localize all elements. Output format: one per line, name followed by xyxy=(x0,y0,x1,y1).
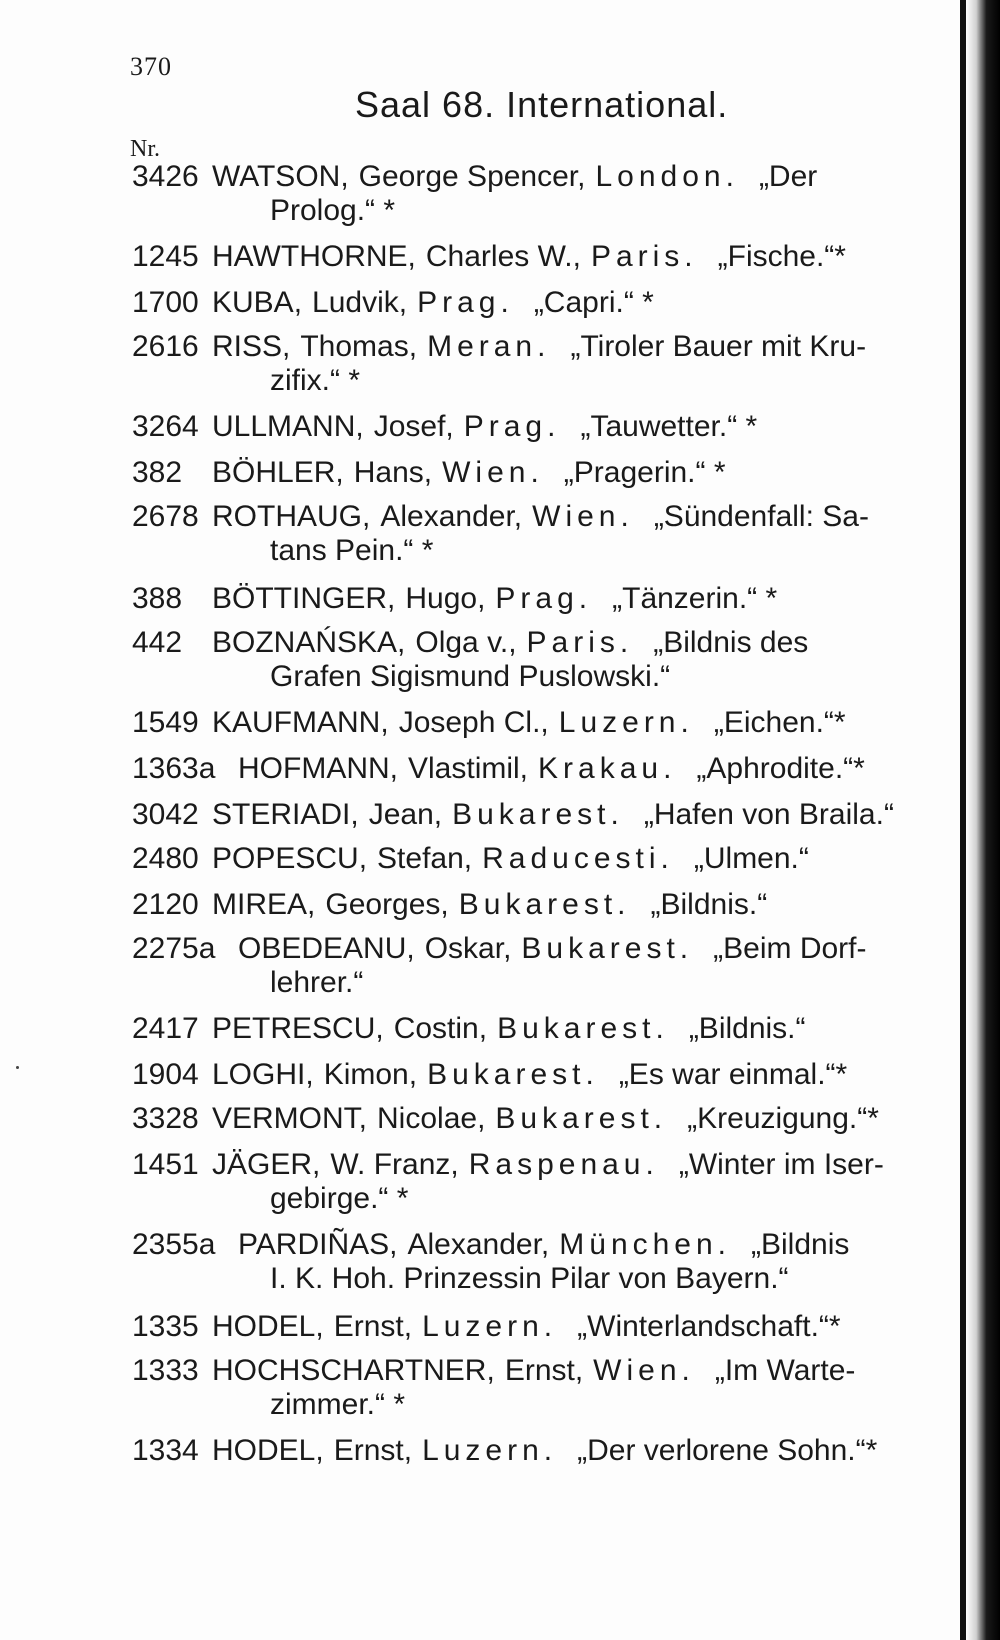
entry-artist-given-name: W. Franz, xyxy=(330,1148,459,1181)
entry-artist-given-name: Oskar, xyxy=(424,932,512,965)
entry-title-continuation: gebirge.“ * xyxy=(270,1182,409,1215)
entry-city: Luzern. xyxy=(422,1434,558,1467)
entry-line xyxy=(212,706,846,740)
entry-number: 388 xyxy=(132,582,183,615)
entry-city: Prag. xyxy=(463,410,561,443)
entry-artist-given-name: Nicolae, xyxy=(377,1102,486,1135)
entry-line xyxy=(212,240,846,274)
entry-artist-surname: BÖHLER, xyxy=(212,456,344,489)
entry-title: „Tiroler Bauer mit Kru- xyxy=(570,330,867,363)
entry-city: Bukarest. xyxy=(427,1058,599,1091)
entry-line xyxy=(212,286,654,320)
entry-line xyxy=(212,1012,806,1046)
entry-line xyxy=(212,1354,855,1388)
entry-line xyxy=(238,752,865,786)
entry-title: „Bildnis.“ xyxy=(688,1012,806,1045)
entry-number: 1700 xyxy=(132,286,199,319)
entry-title: „Bildnis des xyxy=(653,626,809,659)
entry-artist-surname: RISS, xyxy=(212,330,291,363)
entry-artist-surname: HOCHSCHARTNER, xyxy=(212,1354,495,1387)
entry-artist-surname: JÄGER, xyxy=(212,1148,321,1181)
entry-artist-given-name: Olga v., xyxy=(415,626,517,659)
entry-line xyxy=(212,1310,841,1344)
entry-artist-given-name: Kimon, xyxy=(323,1058,418,1091)
entry-title-continuation: zimmer.“ * xyxy=(270,1388,405,1421)
entry-number: 1245 xyxy=(132,240,199,273)
entry-artist-given-name: Hugo, xyxy=(405,582,486,615)
entry-artist-surname: KUBA, xyxy=(212,286,303,319)
page-title: Saal 68. International. xyxy=(355,84,729,125)
entry-artist-surname: VERMONT, xyxy=(212,1102,368,1135)
entry-artist-given-name: Stefan, xyxy=(377,842,473,875)
entry-line xyxy=(212,1148,884,1182)
entry-city: Paris. xyxy=(526,626,634,659)
entry-artist-given-name: Hans, xyxy=(353,456,433,489)
entry-number: 1335 xyxy=(132,1310,199,1343)
entry-city: München. xyxy=(559,1228,732,1261)
entry-city: Luzern. xyxy=(558,706,694,739)
entry-line xyxy=(212,1058,847,1092)
entry-artist-given-name: Joseph Cl., xyxy=(398,706,549,739)
entry-line xyxy=(212,582,777,616)
entry-number: 1451 xyxy=(132,1148,199,1181)
entry-artist-given-name: Alexander, xyxy=(380,500,523,533)
entry-city: Wien. xyxy=(442,456,544,489)
entry-artist-surname: HODEL, xyxy=(212,1434,324,1467)
entry-line xyxy=(238,1228,849,1262)
entry-title: „Im Warte- xyxy=(714,1354,856,1387)
entry-number: 2480 xyxy=(132,842,199,875)
entry-city: Bukarest. xyxy=(497,1012,669,1045)
entry-artist-given-name: Ernst, xyxy=(333,1310,413,1343)
entry-title: „Bildnis xyxy=(751,1228,850,1261)
entry-title: „Sündenfall: Sa- xyxy=(653,500,869,533)
entry-line xyxy=(238,932,867,966)
entry-number: 2275a xyxy=(132,932,216,965)
entry-artist-surname: HAWTHORNE, xyxy=(212,240,416,273)
entry-line xyxy=(212,410,757,444)
entry-title: „Beim Dorf- xyxy=(713,932,867,965)
entry-artist-given-name: Vlastimil, xyxy=(408,752,529,785)
entry-city: Bukarest. xyxy=(458,888,631,921)
entry-number: 2417 xyxy=(132,1012,199,1045)
entry-artist-given-name: Ludvik, xyxy=(312,286,408,319)
entry-artist-given-name: Josef, xyxy=(373,410,454,443)
entry-artist-surname: WATSON, xyxy=(212,160,349,193)
entry-number: 382 xyxy=(132,456,183,489)
entry-number: 442 xyxy=(132,626,183,659)
entry-number: 1549 xyxy=(132,706,199,739)
entry-title: „Der verlorene Sohn.“* xyxy=(577,1434,878,1467)
entry-artist-surname: STERIADI, xyxy=(212,798,359,831)
entry-line xyxy=(212,330,866,364)
entry-title: „Fische.“* xyxy=(717,240,846,273)
entry-title: „Winterlandschaft.“* xyxy=(577,1310,841,1343)
entry-artist-surname: PETRESCU, xyxy=(212,1012,384,1045)
entry-city: Krakau. xyxy=(538,752,677,785)
entry-title: „Bildnis.“ xyxy=(650,888,768,921)
entry-title: „Aphrodite.“* xyxy=(696,752,865,785)
entry-artist-given-name: Costin, xyxy=(393,1012,488,1045)
entry-city: Bukarest. xyxy=(521,932,694,965)
entry-city: Wien. xyxy=(593,1354,695,1387)
entry-title-continuation: Prolog.“ * xyxy=(270,194,396,227)
entry-city: Wien. xyxy=(532,500,634,533)
entry-city: Paris. xyxy=(590,240,698,273)
entry-line xyxy=(212,456,726,490)
entry-title-continuation: Grafen Sigismund Puslowski.“ xyxy=(270,660,671,693)
paper-speck xyxy=(16,1066,19,1069)
entry-number: 3328 xyxy=(132,1102,199,1135)
entry-number: 3426 xyxy=(132,160,199,193)
entry-line xyxy=(212,1102,879,1136)
entry-title: „Winter im Iser- xyxy=(678,1148,884,1181)
entry-number: 1334 xyxy=(132,1434,199,1467)
entry-city: London. xyxy=(595,160,739,193)
entry-artist-given-name: Ernst, xyxy=(333,1434,413,1467)
book-edge xyxy=(966,0,1000,1640)
page-number: 370 xyxy=(130,52,172,81)
entry-number: 2616 xyxy=(132,330,199,363)
entry-line xyxy=(212,798,894,832)
entry-artist-surname: LOGHI, xyxy=(212,1058,314,1091)
entry-title: „Hafen von Braila.“ xyxy=(643,798,894,831)
entry-line xyxy=(212,626,808,660)
entry-title: „Eichen.“* xyxy=(713,706,846,739)
entry-number: 1904 xyxy=(132,1058,199,1091)
entry-artist-surname: HODEL, xyxy=(212,1310,324,1343)
entry-title-continuation: lehrer.“ xyxy=(270,966,364,999)
entry-city: Luzern. xyxy=(422,1310,558,1343)
entry-city: Prag. xyxy=(495,582,593,615)
entry-artist-surname: PARDIÑAS, xyxy=(238,1228,398,1261)
entry-line xyxy=(212,1434,877,1468)
entry-artist-surname: BOZNAŃSKA, xyxy=(212,626,406,659)
entry-artist-surname: MIREA, xyxy=(212,888,316,921)
entry-city: Raspenau. xyxy=(468,1148,659,1181)
entry-number: 2120 xyxy=(132,888,199,921)
entry-artist-given-name: George Spencer, xyxy=(358,160,586,193)
entry-number: 2678 xyxy=(132,500,199,533)
entry-title: „Pragerin.“ * xyxy=(563,456,726,489)
entry-line xyxy=(212,888,767,922)
entry-city: Meran. xyxy=(427,330,551,363)
entry-title: „Tänzerin.“ * xyxy=(612,582,778,615)
entry-artist-given-name: Ernst, xyxy=(504,1354,584,1387)
entry-artist-surname: POPESCU, xyxy=(212,842,368,875)
entry-title: „Capri.“ * xyxy=(533,286,654,319)
entry-title: „Der xyxy=(758,160,818,193)
entry-title-continuation: I. K. Hoh. Prinzessin Pilar von Bayern.“ xyxy=(270,1262,789,1295)
entry-title: „Kreuzigung.“* xyxy=(687,1102,879,1135)
entry-title-continuation: tans Pein.“ * xyxy=(270,534,434,567)
entry-artist-surname: BÖTTINGER, xyxy=(212,582,396,615)
entry-city: Bukarest. xyxy=(452,798,624,831)
entry-artist-given-name: Thomas, xyxy=(300,330,418,363)
entry-artist-surname: HOFMANN, xyxy=(238,752,398,785)
entry-title: „Ulmen.“ xyxy=(693,842,809,875)
entry-title-continuation: zifix.“ * xyxy=(270,364,360,397)
entry-artist-given-name: Alexander, xyxy=(407,1228,550,1261)
entry-line xyxy=(212,500,869,534)
entry-artist-given-name: Charles W., xyxy=(425,240,581,273)
entry-line xyxy=(212,842,809,876)
entry-artist-surname: ULLMANN, xyxy=(212,410,364,443)
entry-city: Prag. xyxy=(417,286,514,319)
entry-city: Bukarest. xyxy=(495,1102,668,1135)
entry-artist-surname: ROTHAUG, xyxy=(212,500,371,533)
entry-number: 1363a xyxy=(132,752,216,785)
entry-artist-surname: KAUFMANN, xyxy=(212,706,389,739)
entry-line xyxy=(212,160,817,194)
entry-artist-given-name: Jean, xyxy=(368,798,443,831)
entry-number: 1333 xyxy=(132,1354,199,1387)
entry-title: „Tauwetter.“ * xyxy=(580,410,758,443)
entry-number: 3264 xyxy=(132,410,199,443)
entry-artist-given-name: Georges, xyxy=(325,888,449,921)
entry-number: 3042 xyxy=(132,798,199,831)
entry-title: „Es war einmal.“* xyxy=(618,1058,848,1091)
nr-column-label: Nr. xyxy=(130,136,160,162)
entry-number: 2355a xyxy=(132,1228,216,1261)
entry-artist-surname: OBEDEANU, xyxy=(238,932,415,965)
entry-city: Raducesti. xyxy=(482,842,674,875)
